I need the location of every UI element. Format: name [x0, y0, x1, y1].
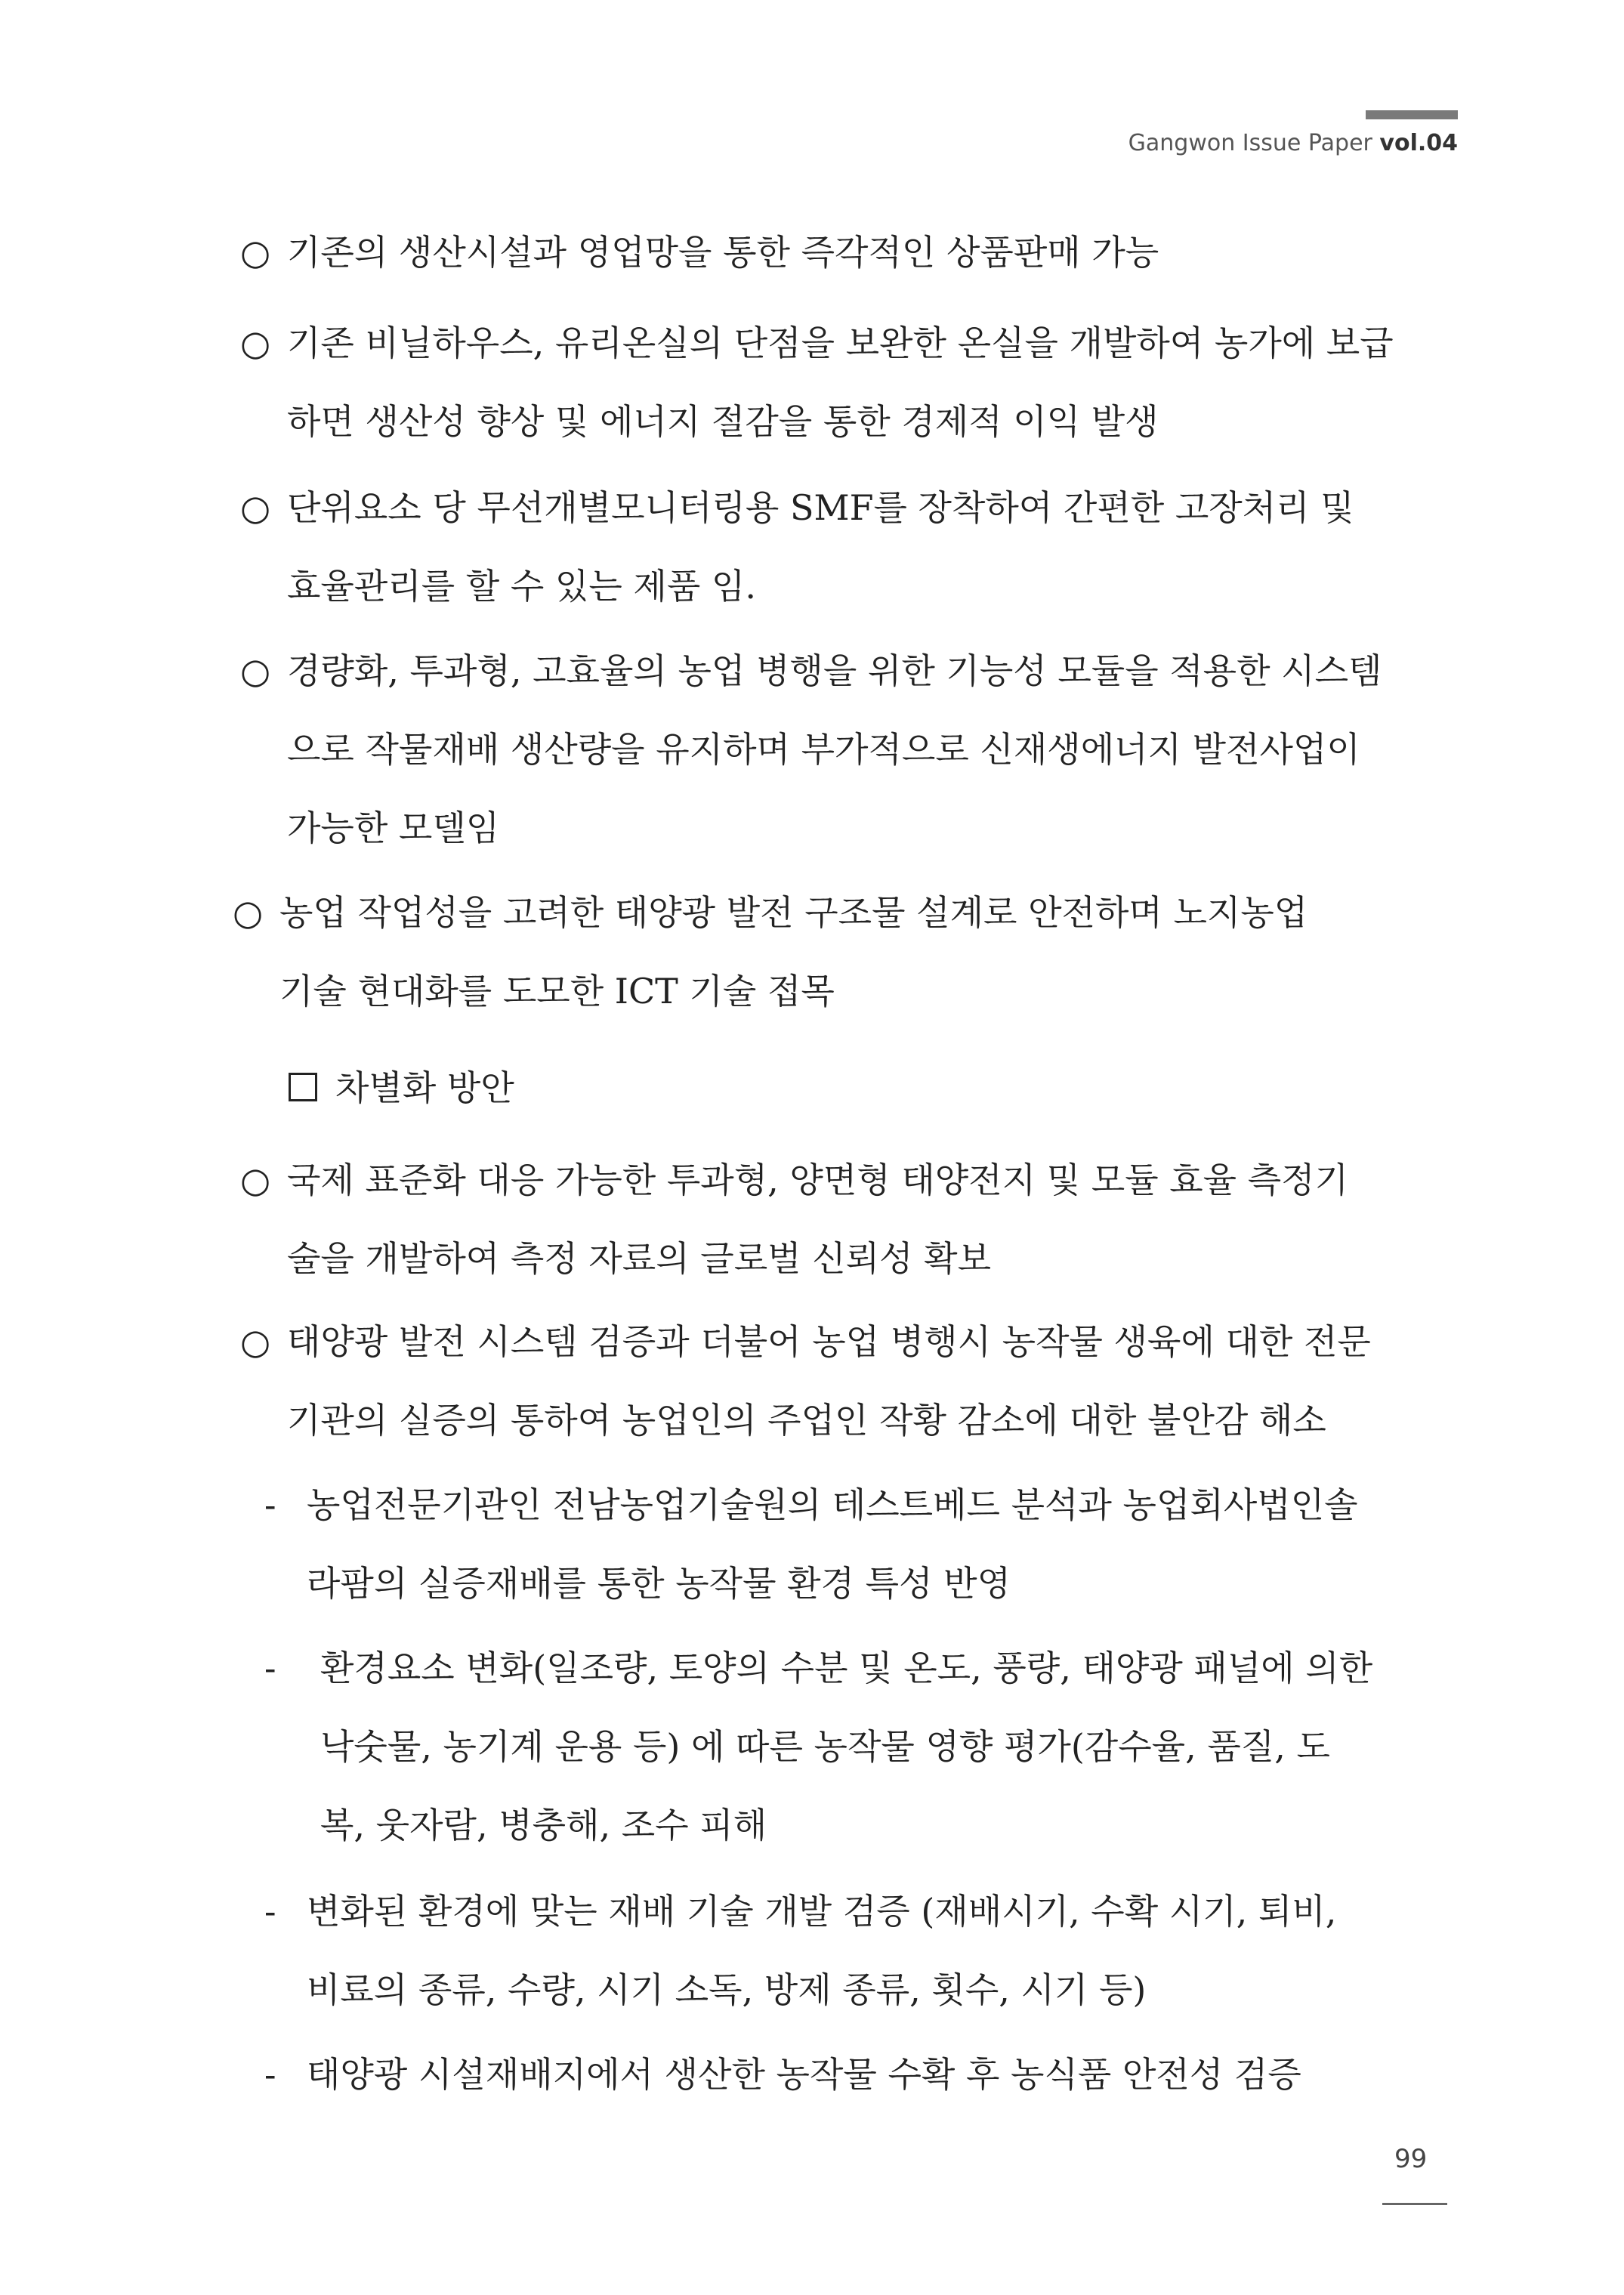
dash-item	[264, 1872, 1464, 2029]
dash-text-line: 비료의 종류, 수량, 시기 소독, 방제 종류, 횟수, 시기 등)	[307, 1969, 1147, 2010]
bullet-item	[240, 632, 1464, 867]
footer-rule	[1382, 2203, 1447, 2205]
publication-title: Gangwon Issue Paper	[1128, 130, 1380, 156]
dash-bullet-icon: -	[264, 1891, 276, 1932]
dash-text-line: 라팜의 실증재배를 통한 농작물 환경 특성 반영	[307, 1563, 1011, 1604]
bullet-item	[240, 1302, 1464, 1459]
circle-bullet-icon: ○	[240, 650, 271, 691]
page-number: 99	[1394, 2144, 1428, 2174]
dash-text-line: 변화된 환경에 맞는 재배 기술 개발 검증 (재배시기, 수확 시기, 퇴비,	[307, 1891, 1337, 1932]
bullet-item	[240, 304, 1464, 461]
circle-bullet-icon: ○	[240, 1321, 271, 1362]
volume-label: vol.04	[1379, 130, 1458, 156]
dash-text-line: 환경요소 변화(일조량, 토양의 수분 및 온도, 풍량, 태양광 패널에 의한	[320, 1648, 1373, 1688]
dash-bullet-icon: -	[264, 2054, 276, 2095]
square-box-icon	[289, 1073, 317, 1101]
bullet-text-line: 기술 현대화를 도모한 ICT 기술 접목	[279, 971, 835, 1012]
dash-item	[264, 1629, 1464, 1864]
bullet-text-line: 효율관리를 할 수 있는 제품 임.	[287, 566, 756, 607]
dash-text-line: 낙숫물, 농기계 운용 등) 에 따른 농작물 영향 평가(감수율, 품질, 도	[320, 1726, 1330, 1767]
circle-bullet-icon: ○	[233, 892, 264, 933]
circle-bullet-icon: ○	[240, 232, 271, 273]
bullet-text-line: 단위요소 당 무선개별모니터링용 SMF를 장착하여 간편한 고장처리 및	[287, 487, 1354, 528]
header-rule	[1366, 110, 1458, 119]
bullet-item	[240, 213, 1464, 292]
dash-item	[264, 1466, 1464, 1623]
bullet-text-line: 국제 표준화 대응 가능한 투과형, 양면형 태양전지 및 모듈 효율 측정기	[287, 1160, 1349, 1200]
circle-bullet-icon: ○	[240, 1160, 271, 1200]
bullet-text-line: 술을 개발하여 측정 자료의 글로벌 신뢰성 확보	[287, 1238, 992, 1279]
bullet-item	[240, 468, 1464, 625]
bullet-text-line: 기존의 생산시설과 영업망을 통한 즉각적인 상품판매 가능	[287, 232, 1159, 273]
bullet-text-line: 하면 생산성 향상 및 에너지 절감을 통한 경제적 이익 발생	[287, 401, 1159, 442]
section-heading-text: 차별화 방안	[335, 1067, 514, 1108]
dash-item	[264, 2035, 1464, 2114]
dash-bullet-icon: -	[264, 1648, 276, 1688]
circle-bullet-icon: ○	[240, 487, 271, 528]
bullet-text-line: 가능한 모델임	[287, 808, 500, 848]
bullet-text-line: 농업 작업성을 고려한 태양광 발전 구조물 설계로 안전하며 노지농업	[279, 892, 1308, 933]
bullet-text-line: 기관의 실증의 통하여 농업인의 주업인 작황 감소에 대한 불안감 해소	[287, 1400, 1326, 1441]
dash-text-line: 태양광 시설재배지에서 생산한 농작물 수확 후 농식품 안전성 검증	[307, 2054, 1301, 2095]
bullet-text-line: 으로 작물재배 생산량을 유지하며 부가적으로 신재생에너지 발전사업이	[287, 729, 1360, 770]
circle-bullet-icon: ○	[240, 323, 271, 363]
bullet-text-line: 기존 비닐하우스, 유리온실의 단점을 보완한 온실을 개발하여 농가에 보급	[287, 323, 1394, 363]
section-heading	[289, 1049, 514, 1127]
dash-bullet-icon: -	[264, 1484, 276, 1525]
running-header	[1128, 130, 1458, 156]
dash-text-line: 농업전문기관인 전남농업기술원의 테스트베드 분석과 농업회사법인솔	[307, 1484, 1358, 1525]
bullet-text-line: 태양광 발전 시스템 검증과 더불어 농업 병행시 농작물 생육에 대한 전문	[287, 1321, 1371, 1362]
dash-text-line: 복, 웃자람, 병충해, 조수 피해	[320, 1805, 767, 1846]
bullet-item	[233, 873, 1464, 1030]
bullet-item	[240, 1141, 1464, 1298]
bullet-text-line: 경량화, 투과형, 고효율의 농업 병행을 위한 기능성 모듈을 적용한 시스템	[287, 650, 1382, 691]
